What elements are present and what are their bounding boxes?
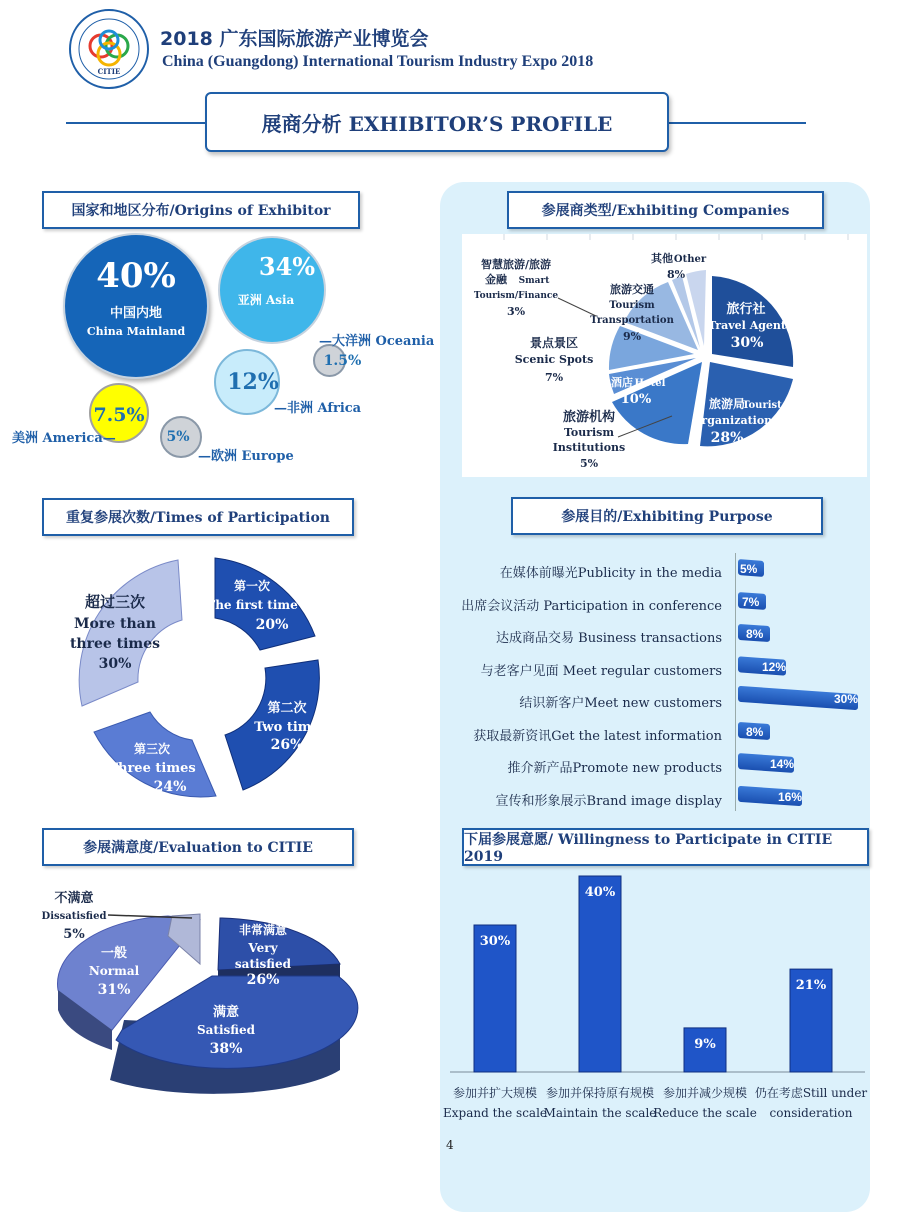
bubble-europe (160, 416, 202, 458)
willingness-category-cn: 参加并减少规模 (662, 1086, 748, 1100)
bubble-africa-label: —非洲 Africa (274, 401, 362, 416)
lbl-third-cn: 第三次 (133, 742, 171, 756)
lbl-travel-pct: 30% (730, 335, 764, 351)
origins-title: 国家和地区分布/Origins of Exhibitor (42, 191, 360, 229)
lbl-inst-en: Tourism (563, 426, 615, 439)
bubble-america-label: 美洲 America— (12, 431, 116, 446)
purpose-bar-value: 5% (740, 562, 758, 576)
willingness-title: 下届参展意愿/ Willingness to Participate in CITIE 2019 (462, 828, 869, 866)
willingness-chart (440, 868, 870, 1128)
purpose-row-label: 推介新产品Promote new products (507, 761, 722, 776)
willingness-category-cn: 仍在考虑Still under (754, 1086, 868, 1100)
purpose-row-label: 与老客户见面 Meet regular customers (480, 663, 722, 679)
lbl-more-cn: 超过三次 (84, 593, 146, 611)
bubble-asia (218, 236, 326, 344)
lbl-transport-en: Tourism (609, 300, 655, 311)
bubble-africa-pct: 12% (227, 369, 279, 395)
purpose-axis (735, 553, 736, 811)
companies-chart (462, 234, 867, 477)
purpose-bar-value: 7% (742, 594, 760, 609)
bubble-europe-pct: 5% (166, 429, 190, 445)
willingness-category-en: Expand the scale (442, 1106, 548, 1120)
lbl-scenic-en: Scenic Spots (514, 353, 594, 366)
slice-dissatisfied (168, 914, 200, 964)
purpose-row-label: 达成商品交易 Business transactions (496, 631, 722, 646)
purpose-row-label: 获取最新资讯Get the latest information (473, 728, 722, 744)
lbl-very-en2: satisfied (234, 957, 292, 971)
lbl-bureau-pct: 28% (710, 430, 744, 446)
lbl-normal-cn: 一般 (100, 946, 128, 961)
willingness-category-cn: 参加并保持原有规模 (545, 1086, 655, 1100)
bubble-asia-label: 亚洲 Asia (237, 293, 295, 307)
lbl-smart-cn: 智慧旅游/旅游 (480, 258, 552, 271)
evaluation-title: 参展满意度/Evaluation to CITIE (42, 828, 354, 866)
lbl-very-pct: 26% (246, 972, 280, 988)
citie-logo (68, 8, 150, 90)
lbl-more-en2: three times (69, 636, 161, 652)
lbl-travel-cn: 旅行社 (726, 302, 766, 317)
willingness-bar-value: 40% (584, 885, 616, 900)
lbl-dis-pct: 5% (63, 927, 85, 942)
lbl-dis-en: Dissatisfied (41, 911, 107, 922)
lbl-more-en1: More than (74, 616, 156, 632)
bubble-america-pct: 7.5% (93, 404, 145, 426)
purpose-row-label: 出席会议活动 Participation in conference (461, 598, 722, 614)
purpose-bar-value: 14% (770, 757, 795, 771)
donut-more (79, 560, 182, 706)
purpose-bar-value: 16% (778, 789, 803, 804)
lbl-second-pct: 26% (270, 737, 304, 753)
participation-chart (60, 550, 360, 810)
lbl-hotel-cn: 酒店 (611, 376, 633, 389)
purpose-bar-value: 8% (746, 627, 764, 641)
lbl-smart-pct: 3% (506, 305, 526, 318)
lbl-smart-en2: Tourism/Finance (473, 291, 559, 301)
lbl-bureau-en2: Organization (691, 414, 773, 427)
lbl-bureau-en: Tourist (742, 400, 782, 411)
lbl-bureau-cn: 旅游局 (708, 397, 746, 411)
willingness-bar-value: 21% (795, 978, 827, 994)
bubble-europe-label: —欧洲 Europe (198, 449, 294, 464)
willingness-bar-value: 30% (479, 934, 511, 949)
bubble-oceania-pct: 1.5% (323, 352, 362, 369)
lbl-transport-cn: 旅游交通 (610, 283, 654, 296)
lbl-third-en: Three times (108, 761, 196, 776)
lbl-hotel-en: Hotel (634, 378, 666, 389)
lbl-normal-en: Normal (88, 964, 140, 978)
lbl-inst-cn: 旅游机构 (562, 410, 616, 425)
willingness-category-en: consideration (769, 1106, 853, 1120)
lbl-scenic-cn: 景点景区 (529, 336, 579, 350)
companies-title: 参展商类型/Exhibiting Companies (507, 191, 824, 229)
lbl-second-cn: 第二次 (267, 701, 307, 716)
willingness-category-en: Reduce the scale (653, 1106, 757, 1120)
lbl-sat-cn: 满意 (212, 1005, 240, 1020)
lbl-sat-pct: 38% (209, 1041, 243, 1057)
lbl-transport-en2: Transportation (590, 315, 674, 326)
lbl-other-en: Other (673, 254, 707, 265)
bubble-asia-pct: 34% (258, 252, 316, 281)
purpose-bar-value: 12% (762, 659, 787, 674)
lbl-first-pct: 20% (255, 617, 289, 633)
page-number: 4 (446, 1138, 454, 1152)
willingness-category-cn: 参加并扩大规模 (452, 1086, 538, 1100)
purpose-title: 参展目的/Exhibiting Purpose (511, 497, 823, 535)
lbl-more-pct: 30% (98, 656, 132, 672)
header-title-cn: 2018 广东国际旅游产业博览会 (160, 28, 429, 50)
lbl-very-cn: 非常满意 (238, 923, 288, 937)
purpose-bar-value: 8% (746, 724, 764, 739)
lbl-scenic-pct: 7% (544, 371, 564, 384)
evaluation-chart (40, 880, 360, 1110)
logo-text: CITIE (97, 67, 121, 76)
lbl-inst-en2: Institutions (552, 441, 626, 454)
lbl-inst-pct: 5% (579, 457, 599, 470)
lbl-smart-cn2: 金融 (485, 273, 507, 286)
bubble-china-cn: 中国内地 (109, 306, 162, 321)
purpose-row-label: 在媒体前曝光Publicity in the media (499, 566, 722, 581)
willingness-bar-value: 9% (694, 1036, 716, 1052)
bubble-china-pct: 40% (96, 256, 176, 296)
lbl-first-cn: 第一次 (233, 579, 271, 593)
bubble-africa (214, 349, 280, 415)
lbl-normal-pct: 31% (97, 982, 131, 998)
willingness-category-en: Maintain the scale (543, 1106, 657, 1120)
lbl-other-cn: 其他 (651, 252, 673, 265)
lbl-smart-en: Smart (518, 276, 550, 286)
purpose-row-label: 宣传和形象展示Brand image display (495, 793, 722, 809)
lbl-hotel-pct: 10% (620, 392, 652, 407)
lbl-transport-pct: 9% (622, 330, 642, 343)
bubble-oceania-label: —大洋洲 Oceania (319, 334, 435, 349)
bubble-china-en: China Mainland (86, 325, 186, 338)
participation-title: 重复参展次数/Times of Participation (42, 498, 354, 536)
willingness-bar (579, 876, 621, 1072)
lbl-second-en: Two time (254, 720, 320, 735)
lbl-dis-cn: 不满意 (54, 891, 94, 906)
header-title-en: China (Guangdong) International Tourism Industry Expo 2018 (162, 53, 594, 70)
purpose-bar-value: 30% (834, 692, 859, 706)
banner-rule-left (66, 122, 206, 124)
bubble-china-mainland (63, 233, 209, 379)
lbl-other-pct: 8% (666, 268, 686, 281)
lbl-very-en1: Very (248, 941, 278, 955)
banner-rule-right (664, 122, 806, 124)
lbl-sat-en: Satisfied (196, 1023, 256, 1037)
lbl-travel-en: Travel Agent (707, 319, 787, 332)
section-banner: 展商分析 EXHIBITOR’S PROFILE (205, 92, 669, 152)
purpose-row-label: 结识新客户Meet new customers (519, 696, 722, 711)
lbl-first-en: The first time (206, 598, 298, 612)
lbl-third-pct: 24% (153, 779, 187, 795)
